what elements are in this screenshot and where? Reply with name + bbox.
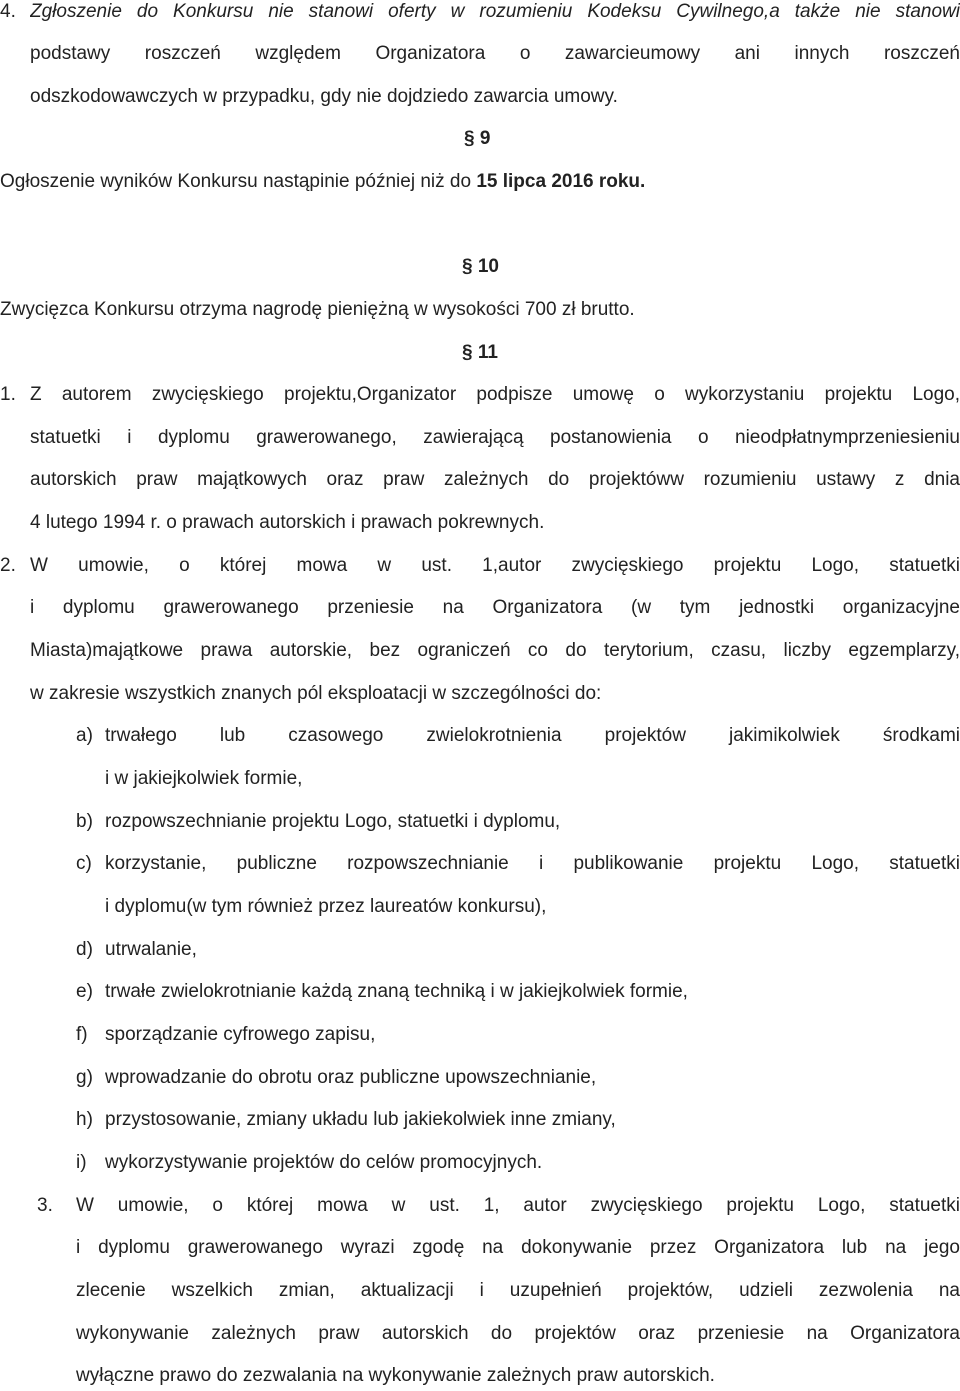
section-11-heading: § 11 <box>462 342 498 363</box>
clause-3-line-3: zlecenie wszelkich zmian, aktualizacji i uzupełnień projektów, udzieli zezwolenia na <box>76 1280 960 1301</box>
clause-1-line-4: 4 lutego 1994 r. o prawach autorskich i prawach pokrewnych. <box>30 512 545 533</box>
list-item-b-marker: b) <box>76 811 93 832</box>
clause-3-number: 3. <box>37 1195 53 1216</box>
list-item-a-line-2: i w jakiejkolwiek formie, <box>105 768 303 789</box>
list-item-a-marker: a) <box>76 725 93 746</box>
list-item-a-line-1: trwałego lub czasowego zwielokrotnienia projektów jakimikolwiek środkami <box>105 725 960 746</box>
paragraph-4-number: 4. <box>0 1 16 22</box>
list-item-h-text: przystosowanie, zmiany układu lub jakiekolwiek inne zmiany, <box>105 1109 616 1130</box>
list-item-e-marker: e) <box>76 981 93 1002</box>
clause-1-line-3: autorskich praw majątkowych oraz praw zależnych do projektóww rozumieniu ustawy z dnia <box>30 469 960 490</box>
list-item-g-marker: g) <box>76 1067 93 1088</box>
clause-3-line-1: W umowie, o której mowa w ust. 1, autor zwycięskiego projektu Logo, statuetki <box>76 1195 960 1216</box>
list-item-f-marker: f) <box>76 1024 88 1045</box>
list-item-e-text: trwałe zwielokrotnianie każdą znaną techniką i w jakiejkolwiek formie, <box>105 981 688 1002</box>
list-item-c-line-2: i dyplomu(w tym również przez laureatów konkursu), <box>105 896 547 917</box>
list-item-b-text: rozpowszechnianie projektu Logo, statuetki i dyplomu, <box>105 811 561 832</box>
clause-2-line-4: w zakresie wszystkich znanych pól eksploatacji w szczególności do: <box>30 683 602 704</box>
paragraph-4-line-3: odszkodowawczych w przypadku, gdy nie dojdziedo zawarcia umowy. <box>30 86 618 107</box>
list-item-i-text: wykorzystywanie projektów do celów promocyjnych. <box>105 1152 543 1173</box>
paragraph-4-line-1: Zgłoszenie do Konkursu nie stanowi oferty w rozumieniu Kodeksu Cywilnego,a także nie stanowi <box>30 1 960 22</box>
list-item-g-text: wprowadzanie do obrotu oraz publiczne upowszechnianie, <box>105 1067 597 1088</box>
list-item-d-text: utrwalanie, <box>105 939 197 960</box>
section-9-text: Ogłoszenie wyników Konkursu nastąpinie później niż do 15 lipca 2016 roku. <box>0 171 646 192</box>
clause-2-line-1: W umowie, o której mowa w ust. 1,autor zwycięskiego projektu Logo, statuetki <box>30 555 960 576</box>
clause-1-line-1: Z autorem zwycięskiego projektu,Organizator podpisze umowę o wykorzystaniu projektu Logo, <box>30 384 960 405</box>
clause-2-line-3: Miasta)majątkowe prawa autorskie, bez ograniczeń co do terytorium, czasu, liczby egzemplarzy, <box>30 640 960 661</box>
section-10-heading: § 10 <box>462 256 499 277</box>
list-item-c-line-1: korzystanie, publiczne rozpowszechnianie i publikowanie projektu Logo, statuetki <box>105 853 960 874</box>
clause-1-line-2: statuetki i dyplomu grawerowanego, zawierającą postanowienia o nieodpłatnymprzeniesieniu <box>30 427 960 448</box>
clause-3-line-4: wykonywanie zależnych praw autorskich do projektów oraz przeniesie na Organizatora <box>76 1323 960 1344</box>
list-item-d-marker: d) <box>76 939 93 960</box>
list-item-c-marker: c) <box>76 853 92 874</box>
section-9-heading: § 9 <box>464 128 491 149</box>
clause-1-number: 1. <box>0 384 16 405</box>
section-10-text: Zwycięzca Konkursu otrzyma nagrodę pieniężną w wysokości 700 zł brutto. <box>0 299 635 320</box>
clause-3-line-2: i dyplomu grawerowanego wyrazi zgodę na dokonywanie przez Organizatora lub na jego <box>76 1237 960 1258</box>
list-item-h-marker: h) <box>76 1109 93 1130</box>
clause-3-line-5: wyłączne prawo do zezwalania na wykonywanie zależnych praw autorskich. <box>76 1365 715 1386</box>
clause-2-number: 2. <box>0 555 16 576</box>
clause-2-line-2: i dyplomu grawerowanego przeniesie na Organizatora (w tym jednostki organizacyjne <box>30 597 960 618</box>
paragraph-4-line-2: podstawy roszczeń względem Organizatora o zawarcieumowy ani innych roszczeń <box>30 43 960 64</box>
list-item-f-text: sporządzanie cyfrowego zapisu, <box>105 1024 376 1045</box>
deadline-date: 15 lipca 2016 roku. <box>476 171 646 192</box>
list-item-i-marker: i) <box>76 1152 87 1173</box>
